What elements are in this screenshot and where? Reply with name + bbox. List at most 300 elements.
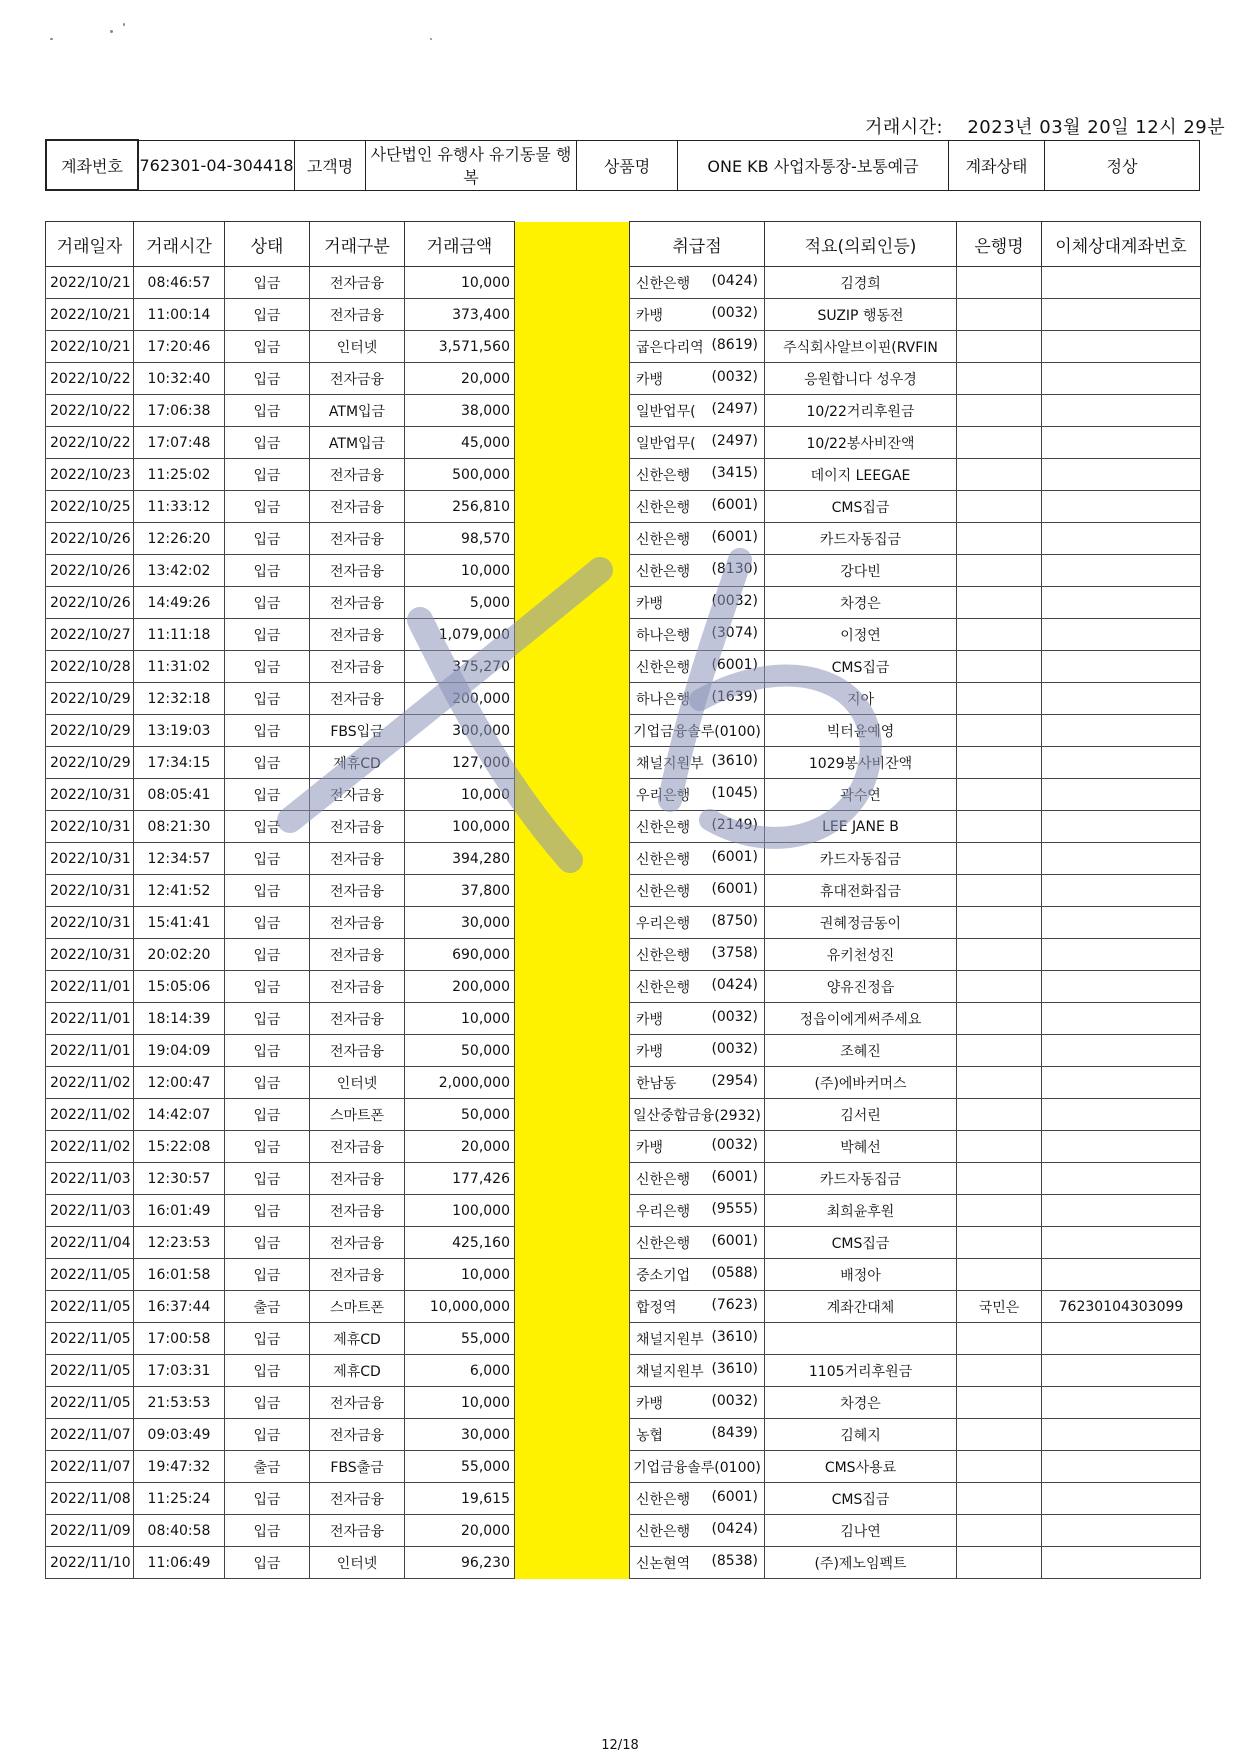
cell-amount: 98,570 bbox=[405, 523, 515, 555]
redaction-mask bbox=[515, 363, 630, 395]
cell-type: ATM입금 bbox=[310, 395, 405, 427]
branch-name: 우리은행 bbox=[636, 1203, 691, 1220]
cell-counter-account bbox=[1042, 715, 1201, 747]
cell-amount: 19,615 bbox=[405, 1483, 515, 1515]
cell-amount: 1,079,000 bbox=[405, 619, 515, 651]
cell-amount: 10,000 bbox=[405, 267, 515, 299]
cell-time: 11:25:24 bbox=[134, 1483, 225, 1515]
branch-name: 신한은행 bbox=[636, 499, 691, 516]
cell-counter-account: 76230104303099 bbox=[1042, 1291, 1201, 1323]
table-row bbox=[46, 1451, 1201, 1483]
cell-branch bbox=[630, 1451, 765, 1483]
branch-name: 신한은행 bbox=[636, 1171, 691, 1188]
branch-name: 카뱅 bbox=[636, 595, 664, 612]
cell-bank bbox=[957, 1003, 1042, 1035]
cell-bank bbox=[957, 1099, 1042, 1131]
cell-amount: 425,160 bbox=[405, 1227, 515, 1259]
cell-counter-account bbox=[1042, 299, 1201, 331]
cell-status: 입금 bbox=[225, 267, 310, 299]
table-row bbox=[46, 1067, 1201, 1099]
branch-name: 신한은행 bbox=[636, 531, 691, 548]
cell-memo: 김나연 bbox=[765, 1515, 957, 1547]
cell-memo: 이정연 bbox=[765, 619, 957, 651]
cell-counter-account bbox=[1042, 1323, 1201, 1355]
cell-type: 인터넷 bbox=[310, 1547, 405, 1579]
branch-code: (3610) bbox=[711, 1328, 758, 1345]
branch-wrap bbox=[634, 337, 760, 357]
cell-type: 전자금융 bbox=[310, 779, 405, 811]
cell-date: 2022/10/31 bbox=[46, 779, 134, 811]
cell-branch bbox=[630, 811, 765, 843]
branch-name: 농협 bbox=[636, 1427, 664, 1444]
cell-counter-account bbox=[1042, 971, 1201, 1003]
table-row bbox=[46, 1003, 1201, 1035]
table-row bbox=[46, 523, 1201, 555]
cell-counter-account bbox=[1042, 1451, 1201, 1483]
cell-branch bbox=[630, 1259, 765, 1291]
cell-status: 입금 bbox=[225, 1003, 310, 1035]
branch-name: 일반업무( bbox=[636, 435, 696, 452]
cell-status: 입금 bbox=[225, 1515, 310, 1547]
cell-type: 제휴CD bbox=[310, 747, 405, 779]
cell-type: 전자금융 bbox=[310, 1483, 405, 1515]
redaction-mask bbox=[515, 779, 630, 811]
cell-status: 입금 bbox=[225, 299, 310, 331]
col-counter-account: 이체상대계좌번호 bbox=[1042, 222, 1201, 267]
cell-bank bbox=[957, 1419, 1042, 1451]
cell-branch bbox=[630, 363, 765, 395]
cell-counter-account bbox=[1042, 555, 1201, 587]
cell-type: 전자금융 bbox=[310, 1195, 405, 1227]
branch-name: 신한은행 bbox=[636, 947, 691, 964]
cell-time: 08:46:57 bbox=[134, 267, 225, 299]
cell-date: 2022/10/28 bbox=[46, 651, 134, 683]
cell-time: 12:23:53 bbox=[134, 1227, 225, 1259]
branch-code: (3758) bbox=[711, 944, 758, 961]
branch-wrap bbox=[634, 689, 760, 709]
cell-bank bbox=[957, 1195, 1042, 1227]
redaction-mask bbox=[515, 1003, 630, 1035]
col-date: 거래일자 bbox=[46, 222, 134, 267]
branch-name: 중소기업 bbox=[636, 1267, 691, 1284]
cell-memo: 1029봉사비잔액 bbox=[765, 747, 957, 779]
redaction-mask bbox=[515, 1131, 630, 1163]
cell-status: 입금 bbox=[225, 1163, 310, 1195]
status-value: 정상 bbox=[1045, 140, 1200, 190]
branch-name: 신한은행 bbox=[636, 275, 691, 292]
cell-bank bbox=[957, 1131, 1042, 1163]
page-number: 12/18 bbox=[601, 1738, 639, 1753]
cell-memo: 빅터윤예영 bbox=[765, 715, 957, 747]
table-row bbox=[46, 811, 1201, 843]
col-amount: 거래금액 bbox=[405, 222, 515, 267]
cell-branch bbox=[630, 1387, 765, 1419]
cell-amount: 690,000 bbox=[405, 939, 515, 971]
cell-amount: 256,810 bbox=[405, 491, 515, 523]
col-time: 거래시간 bbox=[134, 222, 225, 267]
cell-memo: 데이지 LEEGAE bbox=[765, 459, 957, 491]
cell-date: 2022/11/02 bbox=[46, 1067, 134, 1099]
cell-counter-account bbox=[1042, 939, 1201, 971]
cell-date: 2022/11/05 bbox=[46, 1323, 134, 1355]
redaction-mask bbox=[515, 1387, 630, 1419]
redaction-mask bbox=[515, 1099, 630, 1131]
cell-branch bbox=[630, 459, 765, 491]
cell-type: 전자금융 bbox=[310, 907, 405, 939]
cell-date: 2022/10/25 bbox=[46, 491, 134, 523]
cell-memo: 카드자동집금 bbox=[765, 1163, 957, 1195]
branch-wrap bbox=[634, 593, 760, 613]
branch-wrap bbox=[634, 1073, 760, 1093]
cell-branch bbox=[630, 683, 765, 715]
cell-amount: 10,000 bbox=[405, 779, 515, 811]
cell-bank bbox=[957, 619, 1042, 651]
branch-code: (3415) bbox=[711, 464, 758, 481]
branch-wrap bbox=[634, 1361, 760, 1381]
cell-bank bbox=[957, 1259, 1042, 1291]
cell-memo: 카드자동집금 bbox=[765, 523, 957, 555]
cell-bank bbox=[957, 267, 1042, 299]
cell-memo: 김혜지 bbox=[765, 1419, 957, 1451]
branch-wrap bbox=[634, 785, 760, 805]
branch-code: (3610) bbox=[711, 752, 758, 769]
redaction-mask bbox=[515, 1355, 630, 1387]
cell-amount: 20,000 bbox=[405, 1131, 515, 1163]
cell-date: 2022/10/21 bbox=[46, 331, 134, 363]
status-label: 계좌상태 bbox=[949, 140, 1045, 190]
cell-bank bbox=[957, 843, 1042, 875]
cell-type: 전자금융 bbox=[310, 459, 405, 491]
branch-code: (7623) bbox=[711, 1296, 758, 1313]
cell-branch bbox=[630, 331, 765, 363]
cell-time: 10:32:40 bbox=[134, 363, 225, 395]
redaction-mask bbox=[515, 1323, 630, 1355]
col-type: 거래구분 bbox=[310, 222, 405, 267]
redaction-mask bbox=[515, 395, 630, 427]
cell-branch bbox=[630, 1515, 765, 1547]
cell-bank: 국민은 bbox=[957, 1291, 1042, 1323]
table-row bbox=[46, 875, 1201, 907]
cell-type: 전자금융 bbox=[310, 843, 405, 875]
cell-status: 입금 bbox=[225, 907, 310, 939]
account-info-table bbox=[45, 139, 1200, 191]
cell-type: 전자금융 bbox=[310, 587, 405, 619]
branch-name: 카뱅 bbox=[636, 1043, 664, 1060]
cell-time: 08:05:41 bbox=[134, 779, 225, 811]
branch-code: (2497) bbox=[711, 432, 758, 449]
cell-date: 2022/10/27 bbox=[46, 619, 134, 651]
branch-wrap bbox=[634, 1457, 760, 1477]
cell-memo: 지아 bbox=[765, 683, 957, 715]
cell-memo: CMS집금 bbox=[765, 1227, 957, 1259]
cell-memo: 차경은 bbox=[765, 587, 957, 619]
cell-status: 입금 bbox=[225, 331, 310, 363]
cell-bank bbox=[957, 459, 1042, 491]
cell-type: 전자금융 bbox=[310, 1003, 405, 1035]
cell-amount: 37,800 bbox=[405, 875, 515, 907]
cell-status: 입금 bbox=[225, 619, 310, 651]
cell-time: 11:06:49 bbox=[134, 1547, 225, 1579]
cell-time: 12:26:20 bbox=[134, 523, 225, 555]
cell-branch bbox=[630, 1291, 765, 1323]
cell-counter-account bbox=[1042, 683, 1201, 715]
cell-amount: 3,571,560 bbox=[405, 331, 515, 363]
cell-counter-account bbox=[1042, 459, 1201, 491]
branch-code: (0032) bbox=[711, 304, 758, 321]
redaction-mask bbox=[515, 747, 630, 779]
cell-type: 전자금융 bbox=[310, 1035, 405, 1067]
cell-bank bbox=[957, 683, 1042, 715]
cell-memo: 유키천성진 bbox=[765, 939, 957, 971]
cell-branch bbox=[630, 427, 765, 459]
cell-bank bbox=[957, 747, 1042, 779]
cell-date: 2022/10/22 bbox=[46, 395, 134, 427]
cell-status: 입금 bbox=[225, 427, 310, 459]
cell-branch bbox=[630, 1163, 765, 1195]
cell-status: 입금 bbox=[225, 843, 310, 875]
cell-time: 13:19:03 bbox=[134, 715, 225, 747]
branch-wrap bbox=[634, 881, 760, 901]
cell-counter-account bbox=[1042, 395, 1201, 427]
branch-code: (2149) bbox=[711, 816, 758, 833]
cell-counter-account bbox=[1042, 1067, 1201, 1099]
cell-bank bbox=[957, 395, 1042, 427]
cell-time: 11:33:12 bbox=[134, 491, 225, 523]
branch-name: 우리은행 bbox=[636, 787, 691, 804]
cell-memo: 1105거리후원금 bbox=[765, 1355, 957, 1387]
cell-status: 입금 bbox=[225, 971, 310, 1003]
cell-status: 입금 bbox=[225, 459, 310, 491]
cell-amount: 100,000 bbox=[405, 1195, 515, 1227]
cell-branch bbox=[630, 971, 765, 1003]
cell-memo: 강다빈 bbox=[765, 555, 957, 587]
cell-type: 스마트폰 bbox=[310, 1099, 405, 1131]
cell-type: 전자금융 bbox=[310, 523, 405, 555]
col-memo: 적요(의뢰인등) bbox=[765, 222, 957, 267]
branch-code: (0424) bbox=[711, 1520, 758, 1537]
branch-wrap bbox=[634, 369, 760, 389]
cell-type: FBS출금 bbox=[310, 1451, 405, 1483]
cell-date: 2022/10/26 bbox=[46, 523, 134, 555]
redaction-mask bbox=[515, 1195, 630, 1227]
cell-date: 2022/11/10 bbox=[46, 1547, 134, 1579]
cell-amount: 373,400 bbox=[405, 299, 515, 331]
cell-branch bbox=[630, 619, 765, 651]
cell-counter-account bbox=[1042, 331, 1201, 363]
cell-branch bbox=[630, 1003, 765, 1035]
cell-type: 전자금융 bbox=[310, 651, 405, 683]
branch-wrap bbox=[634, 1233, 760, 1253]
table-row bbox=[46, 1547, 1201, 1579]
cell-date: 2022/11/09 bbox=[46, 1515, 134, 1547]
branch-code: (8538) bbox=[711, 1552, 758, 1569]
cell-status: 입금 bbox=[225, 811, 310, 843]
branch-wrap bbox=[634, 753, 760, 773]
cell-bank bbox=[957, 299, 1042, 331]
cell-bank bbox=[957, 907, 1042, 939]
redaction-mask bbox=[515, 1547, 630, 1579]
cell-bank bbox=[957, 811, 1042, 843]
branch-name: 신논현역 bbox=[636, 1555, 691, 1572]
branch-name: 신한은행 bbox=[636, 979, 691, 996]
cell-amount: 10,000 bbox=[405, 1259, 515, 1291]
branch-wrap bbox=[634, 561, 760, 581]
cell-memo: 박혜선 bbox=[765, 1131, 957, 1163]
cell-counter-account bbox=[1042, 907, 1201, 939]
cell-time: 15:22:08 bbox=[134, 1131, 225, 1163]
cell-date: 2022/10/22 bbox=[46, 363, 134, 395]
cell-memo: 주식회사알브이핀(RVFIN bbox=[765, 331, 957, 363]
cell-status: 입금 bbox=[225, 875, 310, 907]
cell-type: 전자금융 bbox=[310, 1419, 405, 1451]
cell-amount: 6,000 bbox=[405, 1355, 515, 1387]
cell-memo: 양유진정읍 bbox=[765, 971, 957, 1003]
cell-branch bbox=[630, 843, 765, 875]
cell-amount: 50,000 bbox=[405, 1035, 515, 1067]
redaction-mask bbox=[515, 331, 630, 363]
cell-counter-account bbox=[1042, 1547, 1201, 1579]
cell-bank bbox=[957, 1483, 1042, 1515]
table-row bbox=[46, 587, 1201, 619]
branch-wrap bbox=[634, 625, 760, 645]
branch-code: (6001) bbox=[711, 1168, 758, 1185]
cell-bank bbox=[957, 1035, 1042, 1067]
cell-memo: CMS집금 bbox=[765, 651, 957, 683]
branch-code: (3074) bbox=[711, 624, 758, 641]
table-row bbox=[46, 1227, 1201, 1259]
cell-amount: 5,000 bbox=[405, 587, 515, 619]
cell-memo: 정읍이에게써주세요 bbox=[765, 1003, 957, 1035]
table-row bbox=[46, 1355, 1201, 1387]
cell-counter-account bbox=[1042, 779, 1201, 811]
branch-wrap bbox=[634, 1329, 760, 1349]
cell-counter-account bbox=[1042, 1515, 1201, 1547]
cell-bank bbox=[957, 1355, 1042, 1387]
cell-time: 16:01:58 bbox=[134, 1259, 225, 1291]
cell-branch bbox=[630, 1355, 765, 1387]
table-row bbox=[46, 555, 1201, 587]
cell-status: 출금 bbox=[225, 1451, 310, 1483]
scan-speck bbox=[430, 38, 432, 40]
cell-date: 2022/10/21 bbox=[46, 299, 134, 331]
customer-name: 사단법인 유행사 유기동물 행복 bbox=[366, 140, 577, 190]
table-row bbox=[46, 715, 1201, 747]
branch-wrap bbox=[634, 945, 760, 965]
cell-bank bbox=[957, 715, 1042, 747]
cell-amount: 50,000 bbox=[405, 1099, 515, 1131]
cell-time: 17:00:58 bbox=[134, 1323, 225, 1355]
cell-branch bbox=[630, 1099, 765, 1131]
cell-type: 전자금융 bbox=[310, 939, 405, 971]
cell-amount: 300,000 bbox=[405, 715, 515, 747]
cell-type: 전자금융 bbox=[310, 1227, 405, 1259]
account-no: 762301-04-304418 bbox=[138, 140, 295, 190]
col-branch: 취급점 bbox=[630, 222, 765, 267]
branch-name: 우리은행 bbox=[636, 915, 691, 932]
redaction-mask bbox=[515, 523, 630, 555]
branch-name: 카뱅 bbox=[636, 1011, 664, 1028]
cell-memo: CMS집금 bbox=[765, 491, 957, 523]
redaction-mask bbox=[515, 1259, 630, 1291]
table-row bbox=[46, 331, 1201, 363]
table-row bbox=[46, 1195, 1201, 1227]
cell-date: 2022/11/02 bbox=[46, 1131, 134, 1163]
branch-name: 카뱅 bbox=[636, 1139, 664, 1156]
branch-wrap bbox=[634, 1169, 760, 1189]
redaction-mask bbox=[515, 907, 630, 939]
cell-status: 입금 bbox=[225, 1547, 310, 1579]
redaction-mask bbox=[515, 1483, 630, 1515]
cell-amount: 500,000 bbox=[405, 459, 515, 491]
table-row bbox=[46, 619, 1201, 651]
cell-status: 입금 bbox=[225, 939, 310, 971]
redaction-mask bbox=[515, 587, 630, 619]
cell-amount: 200,000 bbox=[405, 971, 515, 1003]
table-row bbox=[46, 1259, 1201, 1291]
cell-type: 전자금융 bbox=[310, 1163, 405, 1195]
branch-wrap bbox=[634, 1297, 760, 1317]
table-row bbox=[46, 1515, 1201, 1547]
cell-date: 2022/10/29 bbox=[46, 715, 134, 747]
cell-status: 입금 bbox=[225, 555, 310, 587]
cell-type: 전자금융 bbox=[310, 267, 405, 299]
cell-counter-account bbox=[1042, 747, 1201, 779]
transaction-table bbox=[45, 221, 1201, 1579]
branch-code: (0032) bbox=[711, 1040, 758, 1057]
cell-amount: 127,000 bbox=[405, 747, 515, 779]
cell-amount: 375,270 bbox=[405, 651, 515, 683]
cell-date: 2022/11/01 bbox=[46, 971, 134, 1003]
trade-time-value: 2023년 03월 20일 12시 29분 bbox=[967, 117, 1226, 138]
cell-amount: 10,000 bbox=[405, 1003, 515, 1035]
cell-date: 2022/10/31 bbox=[46, 843, 134, 875]
cell-memo: (주)제노임펙트 bbox=[765, 1547, 957, 1579]
table-row bbox=[46, 1387, 1201, 1419]
branch-name: 채널지원부 bbox=[636, 1331, 704, 1348]
cell-status: 입금 bbox=[225, 747, 310, 779]
cell-counter-account bbox=[1042, 1195, 1201, 1227]
cell-bank bbox=[957, 1387, 1042, 1419]
cell-memo: 10/22거리후원금 bbox=[765, 395, 957, 427]
cell-branch bbox=[630, 779, 765, 811]
cell-bank bbox=[957, 971, 1042, 1003]
branch-name: 일반업무( bbox=[636, 403, 696, 420]
cell-time: 13:42:02 bbox=[134, 555, 225, 587]
cell-memo: 10/22봉사비잔액 bbox=[765, 427, 957, 459]
redaction-mask bbox=[515, 715, 630, 747]
cell-time: 11:25:02 bbox=[134, 459, 225, 491]
table-row bbox=[46, 907, 1201, 939]
branch-code: (6001) bbox=[711, 880, 758, 897]
table-row bbox=[46, 651, 1201, 683]
redaction-mask bbox=[515, 1419, 630, 1451]
cell-time: 17:20:46 bbox=[134, 331, 225, 363]
cell-date: 2022/11/07 bbox=[46, 1419, 134, 1451]
cell-bank bbox=[957, 1547, 1042, 1579]
branch-wrap bbox=[634, 1265, 760, 1285]
cell-memo: 차경은 bbox=[765, 1387, 957, 1419]
table-row bbox=[46, 299, 1201, 331]
cell-time: 08:21:30 bbox=[134, 811, 225, 843]
cell-date: 2022/11/05 bbox=[46, 1387, 134, 1419]
cell-date: 2022/11/05 bbox=[46, 1259, 134, 1291]
cell-bank bbox=[957, 523, 1042, 555]
cell-bank bbox=[957, 1451, 1042, 1483]
cell-amount: 100,000 bbox=[405, 811, 515, 843]
cell-counter-account bbox=[1042, 1355, 1201, 1387]
cell-bank bbox=[957, 555, 1042, 587]
branch-code: (0424) bbox=[711, 976, 758, 993]
